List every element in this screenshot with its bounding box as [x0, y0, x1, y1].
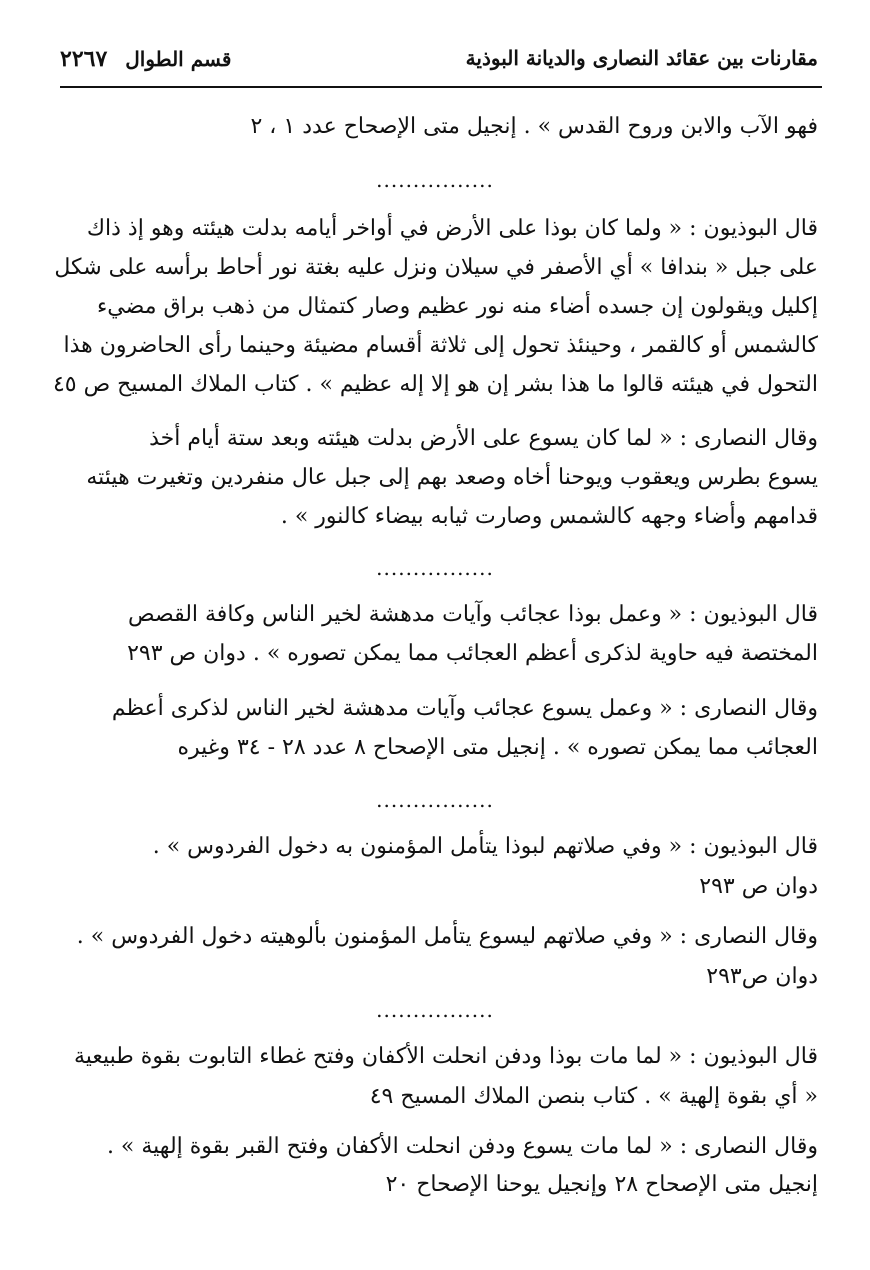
page-header: [60, 46, 818, 80]
text-line: إكليل ويقولون إن جسده أضاء منه نور عظيم وصار كتمثال من ذهب براق مضيء: [96, 294, 818, 319]
separator-dots: ................: [376, 556, 494, 580]
text-line: دوان ص٢٩٣: [706, 964, 818, 989]
running-title: مقارنات بين عقائد النصارى والديانة البوذية: [465, 46, 818, 70]
text-line: إنجيل متى الإصحاح ٢٨ وإنجيل يوحنا الإصحاح ٢٠: [385, 1172, 818, 1197]
text-line: يسوع بطرس ويعقوب ويوحنا أخاه وصعد بهم إلى جبل عال منفردين وتغيرت هيئته: [86, 465, 818, 490]
separator-dots: ................: [376, 998, 494, 1022]
text-line: قال البوذيون : « ولما كان بوذا على الأرض في أواخر أيامه بدلت هيئته وهو إذ ذاك: [86, 216, 818, 241]
text-line: على جبل « بندافا » أي الأصفر في سيلان ونزل عليه بغتة نور أحاط برأسه على شكل: [54, 255, 818, 280]
text-line: وقال النصارى : « لما كان يسوع على الأرض بدلت هيئته وبعد ستة أيام أخذ: [149, 426, 818, 451]
text-line: وقال النصارى : « وفي صلاتهم ليسوع يتأمل المؤمنون بألوهيته دخول الفردوس » .: [76, 924, 818, 949]
text-line: التحول في هيئته قالوا ما هذا بشر إن هو إلا إله عظيم » . كتاب الملاك المسيح ص ٤٥: [52, 372, 818, 397]
text-line: المختصة فيه حاوية لذكرى أعظم العجائب مما يمكن تصوره » . دوان ص ٢٩٣: [127, 641, 818, 666]
text-line: « أي بقوة إلهية » . كتاب بنصن الملاك المسيح ٤٩: [369, 1084, 818, 1109]
separator-dots: ................: [376, 168, 494, 192]
text-line: قال البوذيون : « وعمل بوذا عجائب وآيات مدهشة لخير الناس وكافة القصص: [128, 602, 818, 627]
text-line: العجائب مما يمكن تصوره » . إنجيل متى الإصحاح ٨ عدد ٢٨ - ٣٤ وغيره: [177, 735, 818, 760]
section-and-page-number: [60, 46, 231, 72]
text-line: دوان ص ٢٩٣: [699, 874, 818, 899]
text-line: وقال النصارى : « وعمل يسوع عجائب وآيات مدهشة لخير الناس لذكرى أعظم: [111, 696, 818, 721]
separator-dots: ................: [376, 788, 494, 812]
page-number: ٢٢٦٧: [60, 46, 108, 72]
text-line: قال البوذيون : « وفي صلاتهم لبوذا يتأمل المؤمنون به دخول الفردوس » .: [152, 834, 818, 859]
section-label: قسم الطوال: [125, 47, 232, 71]
text-line: كالشمس أو كالقمر ، وحينئذ تحول إلى ثلاثة أقسام مضيئة وحينما رأى الحاضرون هذا: [63, 333, 818, 358]
header-rule: [60, 86, 822, 88]
text-line: قال البوذيون : « لما مات بوذا ودفن انحلت الأكفان وفتح غطاء التابوت بقوة طبيعية: [73, 1044, 818, 1069]
text-line: وقال النصارى : « لما مات يسوع ودفن انحلت الأكفان وفتح القبر بقوة إلهية » .: [106, 1134, 818, 1159]
text-line: فهو الآب والابن وروح القدس » . إنجيل متى الإصحاح عدد ١ ، ٢: [250, 114, 818, 139]
text-line: قدامهم وأضاء وجهه كالشمس وصارت ثيابه بيضاء كالنور » .: [280, 504, 818, 529]
